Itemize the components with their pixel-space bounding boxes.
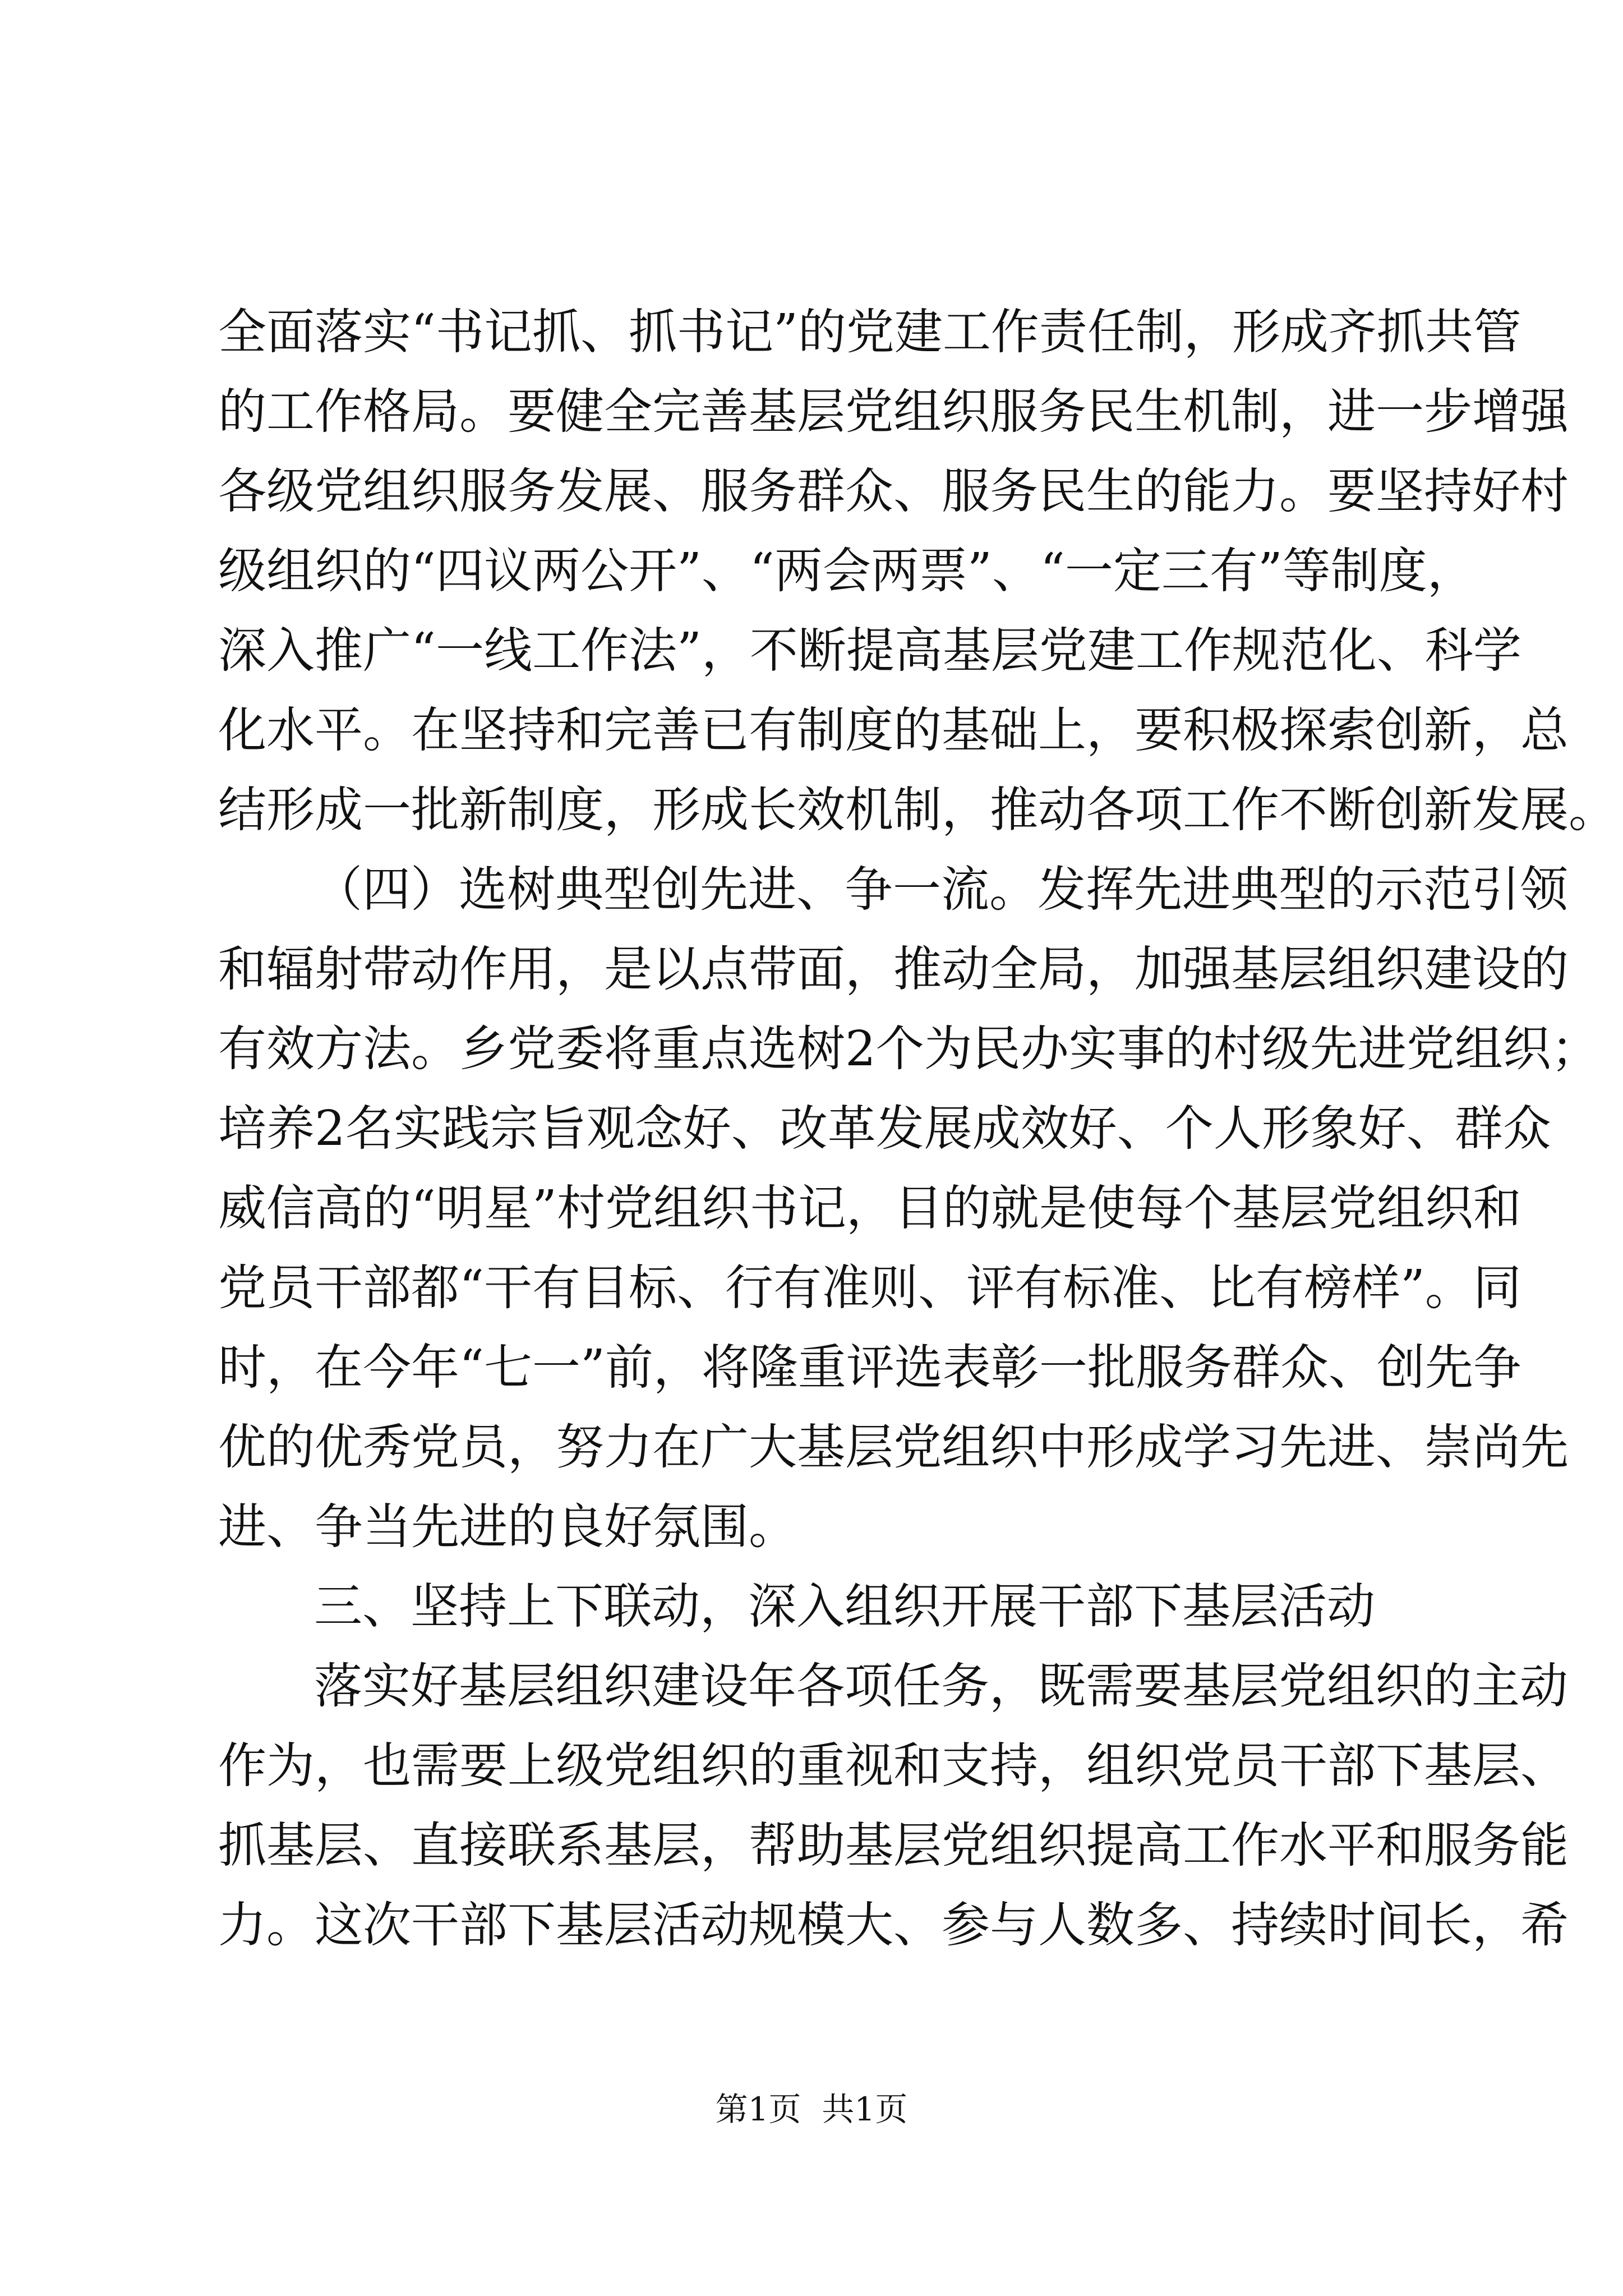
text-line: 力。这次干部下基层活动规模大、参与人数多、持续时间长，希 <box>218 1897 1569 1953</box>
text-line: 时，在今年“七一”前，将隆重评选表彰一批服务群众、创先争 <box>218 1340 1521 1396</box>
text-line: 深入推广“一线工作法”，不断提高基层党建工作规范化、科学 <box>218 623 1521 679</box>
text-line: 各级党组织服务发展、服务群众、服务民生的能力。要坚持好村 <box>218 463 1569 519</box>
page-number-label: 第1页 共1页 <box>715 2090 908 2128</box>
text-line: 党员干部都“干有目标、行有准则、评有标准、比有榜样”。同 <box>218 1260 1521 1316</box>
text-line: 抓基层、直接联系基层，帮助基层党组织提高工作水平和服务能 <box>218 1818 1569 1874</box>
text-line: 作为，也需要上级党组织的重视和支持，组织党员干部下基层、 <box>218 1738 1569 1794</box>
text-line: 有效方法。乡党委将重点选树2个为民办实事的村级先进党组织； <box>218 1021 1599 1077</box>
paragraph-last-line: 进、争当先进的良好氛围。 <box>218 1499 797 1555</box>
text-line: 和辐射带动作用，是以点带面，推动全局，加强基层组织建设的 <box>218 941 1569 997</box>
section-heading: 三、坚持上下联动，深入组织开展干部下基层活动 <box>314 1579 1375 1635</box>
text-line: 级组织的“四议两公开”、“两会两票”、“一定三有”等制度， <box>218 543 1476 599</box>
text-line: 优的优秀党员，努力在广大基层党组织中形成学习先进、崇尚先 <box>218 1419 1569 1475</box>
paragraph-first-line: 落实好基层组织建设年各项任务，既需要基层党组织的主动 <box>314 1658 1568 1714</box>
text-line: 威信高的“明星”村党组织书记，目的就是使每个基层党组织和 <box>218 1180 1521 1236</box>
text-line: 化水平。在坚持和完善已有制度的基础上，要积极探索创新，总 <box>218 702 1569 758</box>
text-line: 结形成一批新制度，形成长效机制，推动各项工作不断创新发展。 <box>218 782 1617 838</box>
paragraph-first-line: （四）选树典型创先进、争一流。发挥先进典型的示范引领 <box>314 862 1568 918</box>
page-footer <box>0 2084 1623 2134</box>
text-line: 全面落实“书记抓、抓书记”的党建工作责任制，形成齐抓共管 <box>218 304 1521 360</box>
text-line: 培养2名实践宗旨观念好、改革发展成效好、个人形象好、群众 <box>218 1101 1551 1157</box>
text-line: 的工作格局。要健全完善基层党组织服务民生机制，进一步增强 <box>218 384 1569 440</box>
